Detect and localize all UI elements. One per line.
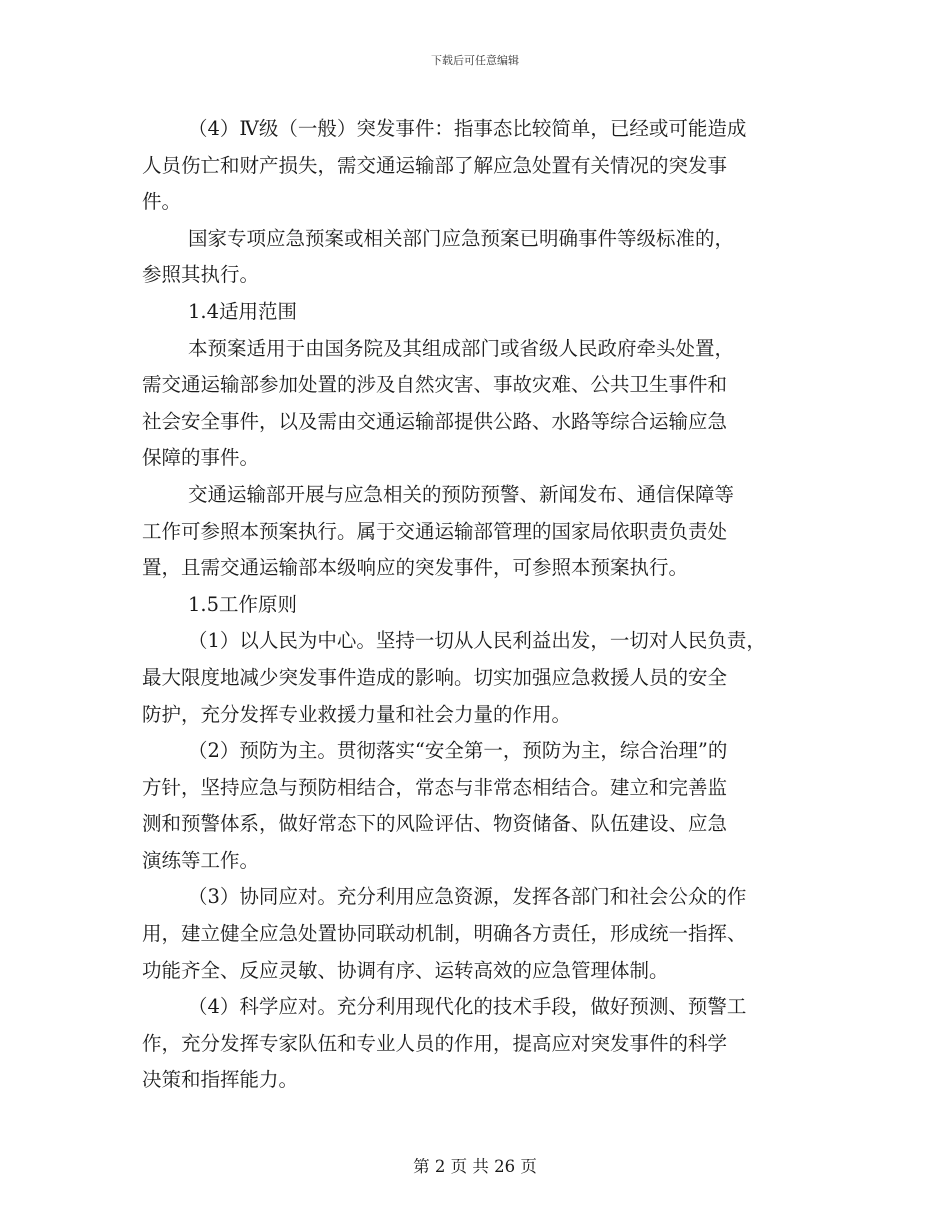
text-line: 功能齐全、反应灵敏、协调有序、运转高效的应急管理体制。 xyxy=(142,958,669,982)
text-line: 社会安全事件，以及需由交通运输部提供公路、水路等综合运输应急 xyxy=(142,409,728,433)
text-line: （3）协同应对。充分利用应急资源，发挥各部门和社会公众的作 xyxy=(188,885,747,909)
document-body xyxy=(142,111,822,1099)
text-line: 测和预警体系，做好常态下的风险评估、物资储备、队伍建设、应急 xyxy=(142,812,728,836)
text-line: 交通运输部开展与应急相关的预防预警、新闻发布、通信保障等 xyxy=(188,482,735,506)
text-line: 保障的事件。 xyxy=(142,446,260,470)
page-header: 下载后可任意编辑 xyxy=(431,54,519,67)
text-line: （4）Ⅳ级（一般）突发事件：指事态比较简单，已经或可能造成 xyxy=(188,117,747,140)
text-line: 件。 xyxy=(142,190,182,214)
text-line: 本预案适用于由国务院及其组成部门或省级人民政府牵头处置， xyxy=(188,336,735,360)
text-line: 演练等工作。 xyxy=(142,848,260,872)
text-line: 置，且需交通运输部本级响应的突发事件，可参照本预案执行。 xyxy=(142,556,689,580)
text-line: 防护，充分发挥专业救援力量和社会力量的作用。 xyxy=(142,702,572,726)
text-line: 参照其执行。 xyxy=(142,263,260,287)
text-line: 人员伤亡和财产损失，需交通运输部了解应急处置有关情况的突发事 xyxy=(142,153,728,177)
text-line: （1）以人民为中心。坚持一切从人民利益出发，一切对人民负责， xyxy=(188,629,766,653)
text-line: 最大限度地减少突发事件造成的影响。切实加强应急救援人员的安全 xyxy=(142,665,728,689)
text-line: 1.5工作原则 xyxy=(188,592,298,616)
text-line: 作，充分发挥专家队伍和专业人员的作用，提高应对突发事件的科学 xyxy=(142,1031,728,1055)
text-line: （4）科学应对。充分利用现代化的技术手段，做好预测、预警工 xyxy=(188,995,747,1019)
text-line: （2）预防为主。贯彻落实“安全第一，预防为主，综合治理”的 xyxy=(188,739,728,763)
page-footer: 第 2 页 共 26 页 xyxy=(413,1157,537,1176)
text-line: 方针，坚持应急与预防相结合，常态与非常态相结合。建立和完善监 xyxy=(142,775,728,799)
text-line: 需交通运输部参加处置的涉及自然灾害、事故灾难、公共卫生事件和 xyxy=(142,373,728,397)
text-line: 用，建立健全应急处置协同联动机制，明确各方责任，形成统一指挥、 xyxy=(142,922,747,946)
text-line: 决策和指挥能力。 xyxy=(142,1068,299,1092)
text-line: 工作可参照本预案执行。属于交通运输部管理的国家局依职责负责处 xyxy=(142,519,728,543)
text-line: 1.4适用范围 xyxy=(188,299,298,323)
text-line: 国家专项应急预案或相关部门应急预案已明确事件等级标准的， xyxy=(188,226,735,250)
